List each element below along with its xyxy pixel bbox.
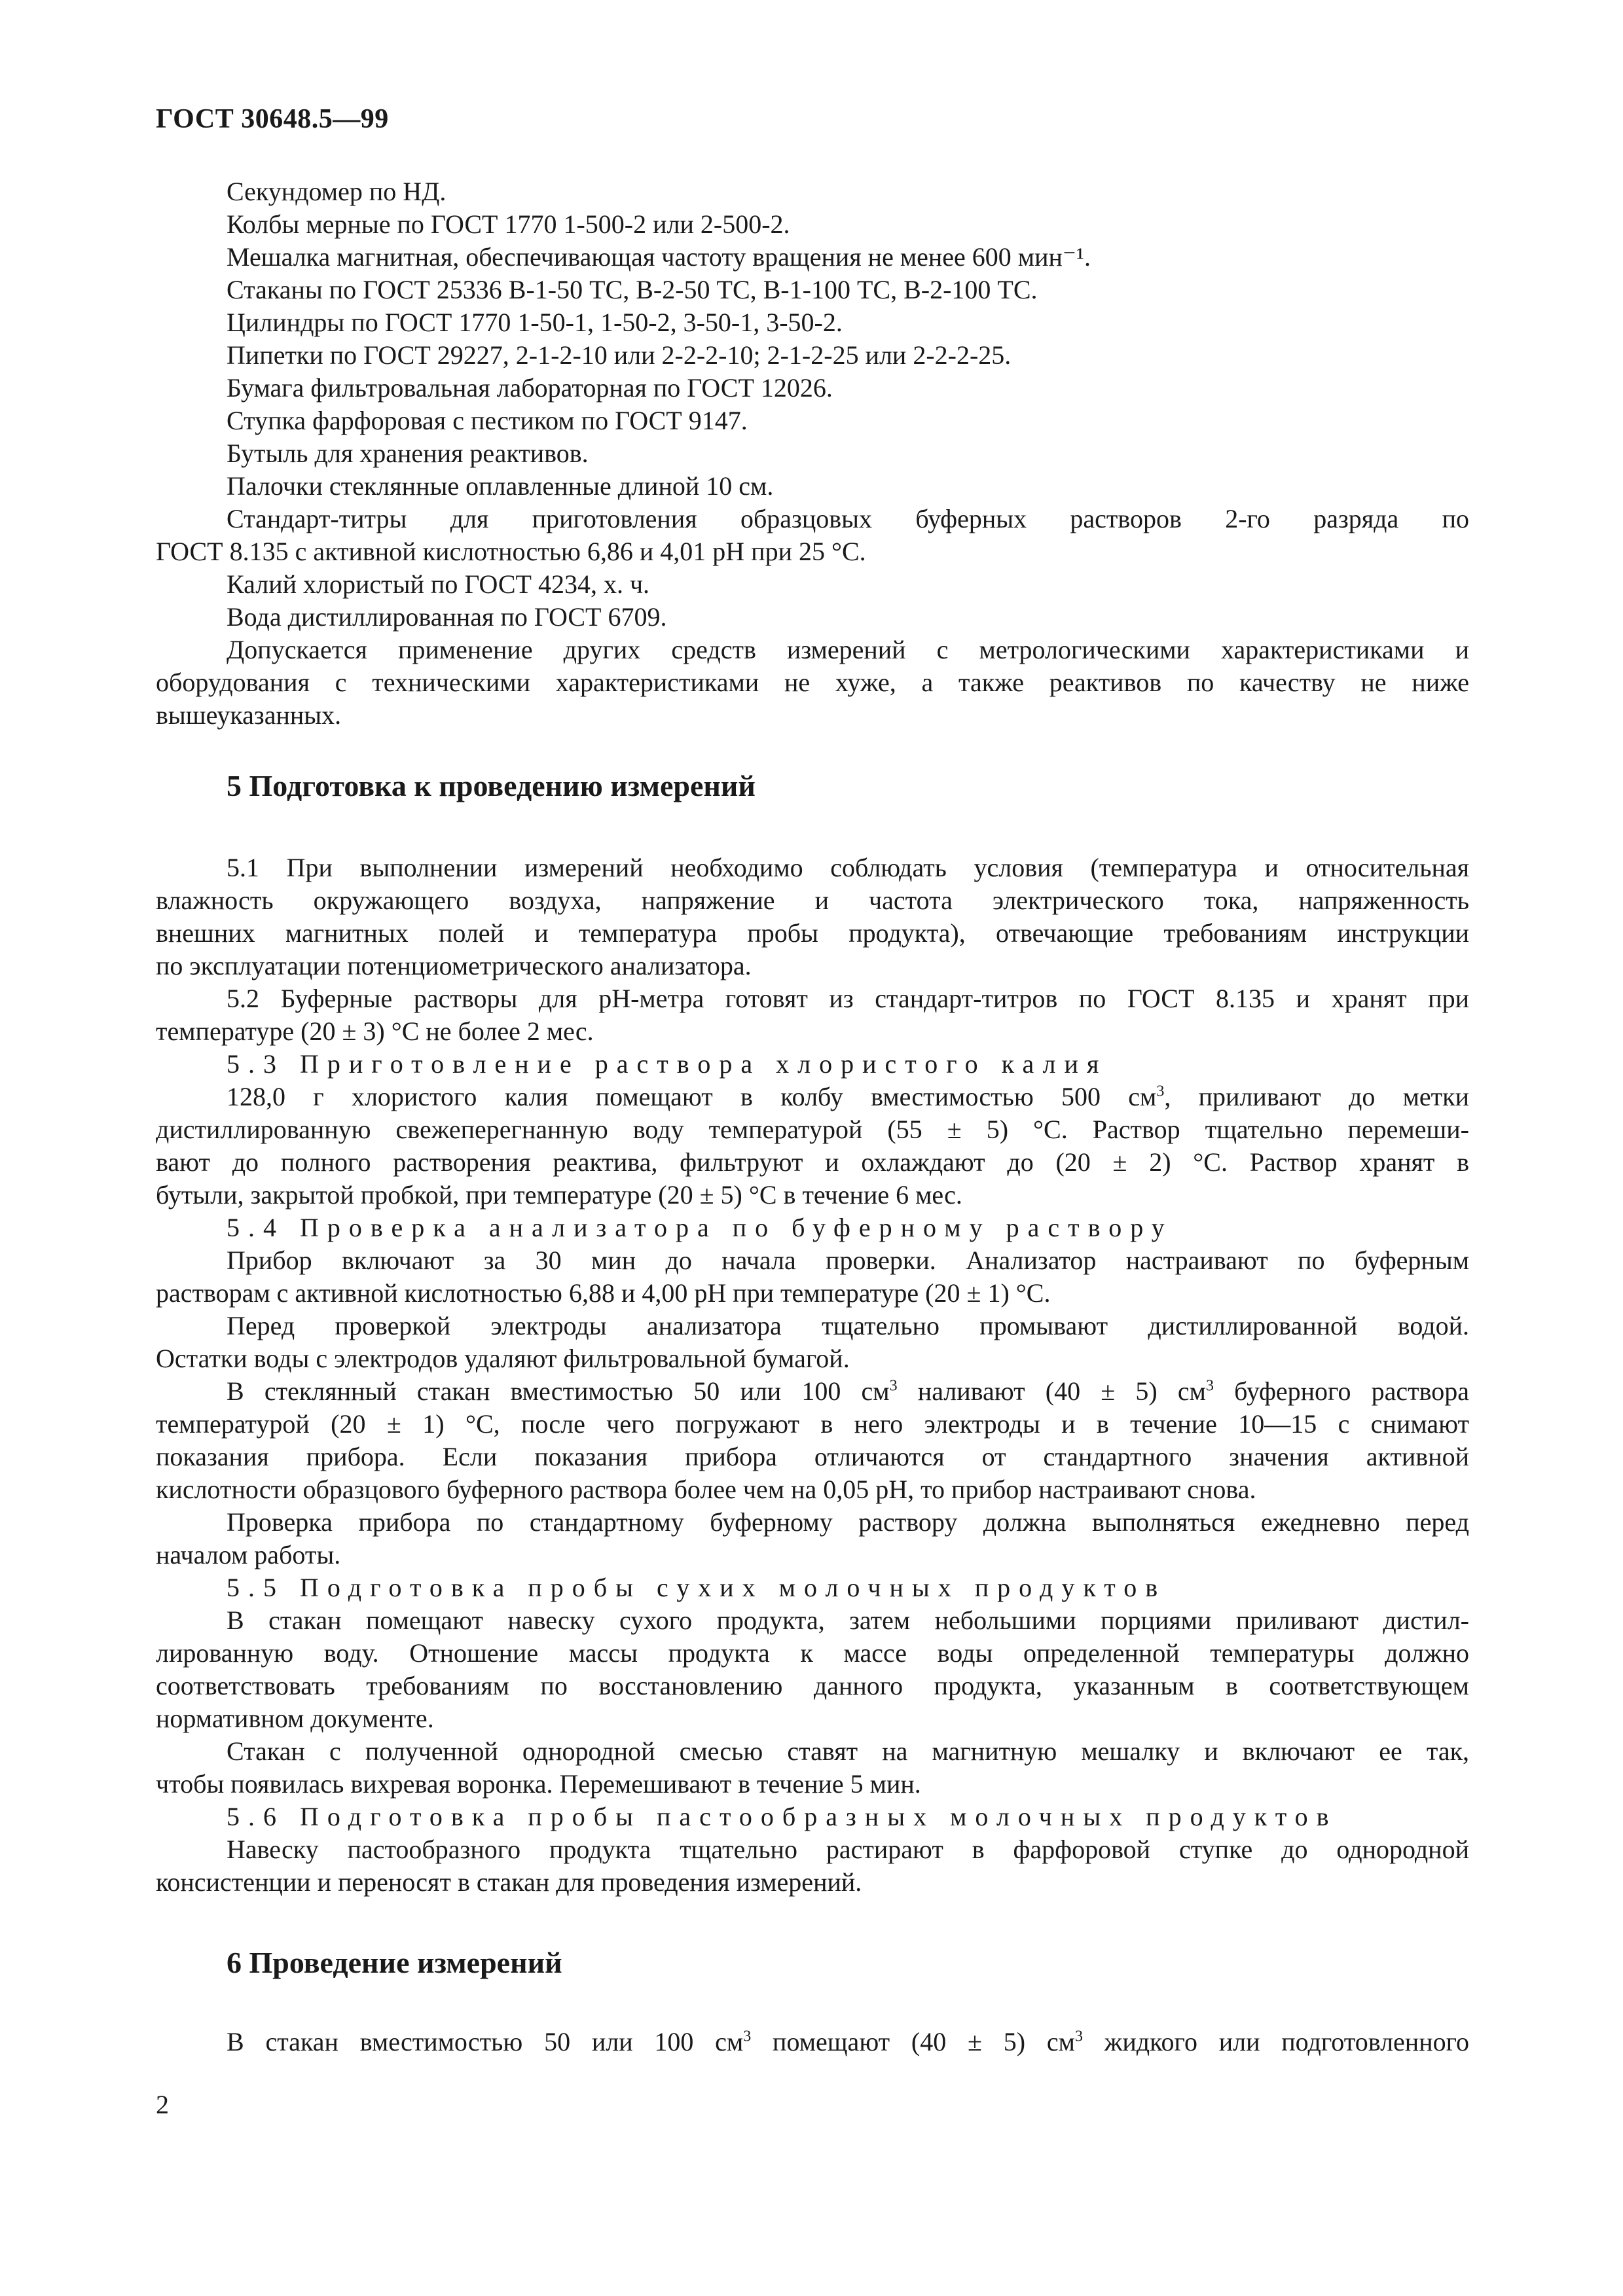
paragraph-line: консистенции и переносят в стакан для проведения измерений. xyxy=(156,1867,862,1897)
list-item: Секундомер по НД. xyxy=(227,177,447,206)
paragraph-line xyxy=(156,2026,1469,2058)
paragraph-5-3 xyxy=(156,1048,1469,1211)
section-6-heading: 6 Проведение измерений xyxy=(227,1946,562,1979)
text-run: буферного раствора xyxy=(1213,1376,1469,1406)
paragraph-line: Навеску пастообразного продукта тщательно растирают в фарфоровой ступке до однородной xyxy=(227,1835,1469,1864)
paragraph-5-2 xyxy=(156,982,1469,1048)
paragraph-line: по эксплуатации потенциометрического анализатора. xyxy=(156,951,752,980)
list-item: Колбы мерные по ГОСТ 1770 1-500-2 или 2-500-2. xyxy=(227,209,790,239)
subsection-title: 5.5 Подготовка пробы сухих молочных продуктов xyxy=(227,1573,1167,1602)
paragraph-line: соответствовать требованиям по восстановлению данного продукта, указанным в соответствующем xyxy=(156,1671,1469,1700)
paragraph-line: температуре (20 ± 3) °С не более 2 мес. xyxy=(156,1016,594,1046)
superscript: 3 xyxy=(743,2028,752,2045)
paragraph-line: В стакан помещают навеску сухого продукта, затем небольшими порциями приливают дистил- xyxy=(227,1605,1469,1635)
standard-titres-paragraph xyxy=(156,503,1469,568)
superscript: 3 xyxy=(889,1377,898,1395)
list-item: Бумага фильтровальная лабораторная по ГОСТ 12026. xyxy=(227,373,833,403)
paragraph-line: ГОСТ 8.135 с активной кислотностью 6,86 и 4,01 рН при 25 °С. xyxy=(156,537,866,566)
paragraph-line: Стандарт-титры для приготовления образцовых буферных растворов 2-го разряда по xyxy=(227,504,1469,533)
paragraph-line: кислотности образцового буферного раствора более чем на 0,05 рН, то прибор настраивают снова. xyxy=(156,1475,1256,1504)
text-run: помещают (40 ± 5) см xyxy=(751,2027,1075,2056)
standard-header: ГОСТ 30648.5—99 xyxy=(156,104,389,134)
paragraph-line: Остатки воды с электродов удаляют фильтровальной бумагой. xyxy=(156,1344,850,1373)
paragraph-line: вают до полного растворения реактива, фильтруют и охлаждают до (20 ± 2) °С. Раствор хранят в xyxy=(156,1147,1469,1177)
subsection-title: 5.6 Подготовка пробы пастообразных молочных продуктов xyxy=(227,1802,1338,1831)
paragraph-line: Проверка прибора по стандартному буферному раствору должна выполняться ежедневно перед xyxy=(227,1507,1469,1537)
list-item: Калий хлористый по ГОСТ 4234, х. ч. xyxy=(227,569,650,599)
list-item: Пипетки по ГОСТ 29227, 2-1-2-10 или 2-2-2-10; 2-1-2-25 или 2-2-2-25. xyxy=(227,340,1012,370)
page-number: 2 xyxy=(156,2090,169,2119)
paragraph-line: Стакан с полученной однородной смесью ставят на магнитную мешалку и включают ее так, xyxy=(227,1736,1469,1766)
list-item: Ступка фарфоровая с пестиком по ГОСТ 9147. xyxy=(227,406,748,435)
superscript: 3 xyxy=(1205,1377,1214,1395)
list-item: Палочки стеклянные оплавленные длиной 10 см. xyxy=(227,471,774,501)
list-item: Цилиндры по ГОСТ 1770 1-50-1, 1-50-2, 3-50-1, 3-50-2. xyxy=(227,308,843,337)
paragraph-6 xyxy=(156,2026,1469,2058)
paragraph-line: Прибор включают за 30 мин до начала проверки. Анализатор настраивают по буферным xyxy=(227,1246,1469,1275)
paragraph-line: вышеуказанных. xyxy=(156,700,342,730)
paragraph-line: началом работы. xyxy=(156,1540,341,1570)
superscript: 3 xyxy=(1156,1083,1165,1100)
paragraph-line: температурой (20 ± 1) °С, после чего погружают в него электроды и в течение 10—15 с снимают xyxy=(156,1409,1469,1439)
paragraph-line xyxy=(156,1375,1469,1408)
superscript: 3 xyxy=(1074,2028,1083,2045)
allowance-paragraph xyxy=(156,634,1469,732)
reagents-list xyxy=(156,568,1469,634)
list-item: Бутыль для хранения реактивов. xyxy=(227,439,589,468)
text-run: В стакан вместимостью 50 или 100 см xyxy=(227,2027,744,2056)
section-5-heading: 5 Подготовка к проведению измерений xyxy=(227,769,756,802)
paragraph-line: бутыли, закрытой пробкой, при температуре (20 ± 5) °С в течение 6 мес. xyxy=(156,1180,962,1210)
paragraph-line: дистиллированную свежеперегнанную воду температурой (55 ± 5) °С. Раствор тщательно перемеши- xyxy=(156,1115,1469,1144)
paragraph-line: оборудования с техническими характеристиками не хуже, а также реактивов по качеству не ниже xyxy=(156,668,1469,697)
text-run: 128,0 г хлористого калия помещают в колбу вместимостью 500 см xyxy=(227,1082,1157,1111)
text-run: , приливают до метки xyxy=(1164,1082,1469,1111)
paragraph-5-1 xyxy=(156,852,1469,982)
text-run: жидкого или подготовленного xyxy=(1082,2027,1469,2056)
paragraph-line: 5.1 При выполнении измерений необходимо соблюдать условия (температура и относительная xyxy=(227,853,1469,882)
paragraph-line: чтобы появилась вихревая воронка. Перемешивают в течение 5 мин. xyxy=(156,1769,921,1799)
list-item: Вода дистиллированная по ГОСТ 6709. xyxy=(227,602,667,632)
text-run: В стеклянный стакан вместимостью 50 или 100 см xyxy=(227,1376,890,1406)
text-run: наливают (40 ± 5) см xyxy=(897,1376,1206,1406)
document-body xyxy=(156,175,1469,2058)
list-item: Стаканы по ГОСТ 25336 В-1-50 ТС, В-2-50 ТС, В-1-100 ТС, В-2-100 ТС. xyxy=(227,275,1038,304)
paragraph-line: внешних магнитных полей и температура пробы продукта), отвечающие требованиям инструкции xyxy=(156,918,1469,948)
paragraph-line xyxy=(156,1081,1469,1113)
list-item: Мешалка магнитная, обеспечивающая частоту вращения не менее 600 мин⁻¹. xyxy=(227,242,1091,272)
subsection-title: 5.3 Приготовление раствора хлористого калия xyxy=(227,1049,1108,1079)
paragraph-line: Допускается применение других средств измерений с метрологическими характеристиками и xyxy=(227,635,1469,664)
paragraph-line: Перед проверкой электроды анализатора тщательно промывают дистиллированной водой. xyxy=(227,1311,1469,1340)
paragraph-line: растворам с активной кислотностью 6,88 и 4,00 рН при температуре (20 ± 1) °С. xyxy=(156,1278,1051,1308)
paragraph-5-6 xyxy=(156,1801,1469,1899)
paragraph-5-4 xyxy=(156,1211,1469,1571)
subsection-title: 5.4 Проверка анализатора по буферному раствору xyxy=(227,1213,1173,1242)
paragraph-line: нормативном документе. xyxy=(156,1704,434,1733)
equipment-list xyxy=(156,175,1469,503)
paragraph-line: показания прибора. Если показания прибора отличаются от стандартного значения активной xyxy=(156,1442,1469,1471)
paragraph-5-5 xyxy=(156,1571,1469,1801)
paragraph-line: влажность окружающего воздуха, напряжение и частота электрического тока, напряженность xyxy=(156,886,1469,915)
paragraph-line: лированную воду. Отношение массы продукта к массе воды определенной температуры должно xyxy=(156,1638,1469,1668)
paragraph-line: 5.2 Буферные растворы для рН-метра готовят из стандарт-титров по ГОСТ 8.135 и хранят при xyxy=(227,984,1469,1013)
